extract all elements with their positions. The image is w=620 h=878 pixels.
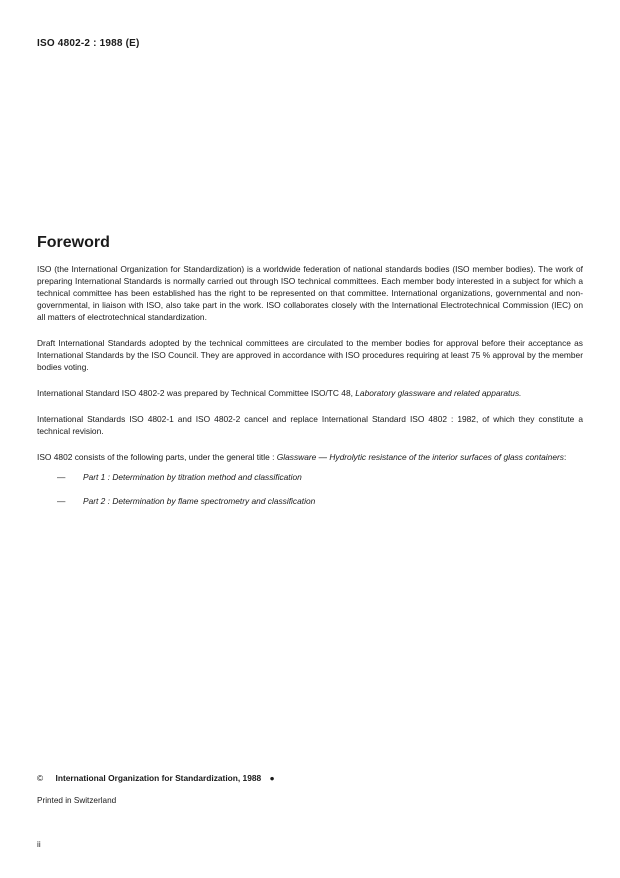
- part-title: Part 1 : Determination by titration method and classification: [83, 472, 302, 482]
- list-item: [57, 495, 583, 507]
- committee-title: Laboratory glassware and related apparatus.: [355, 388, 522, 398]
- bullet-icon: ●: [269, 773, 275, 783]
- section-title: Foreword: [37, 234, 110, 251]
- paragraph-prepared-by: [37, 387, 583, 399]
- prepared-by-text: International Standard ISO 4802-2 was prepared by Technical Committee ISO/TC 48,: [37, 388, 353, 398]
- list-item: [57, 471, 583, 483]
- printed-location: Printed in Switzerland: [37, 796, 117, 805]
- document-reference: ISO 4802-2 : 1988 (E): [37, 38, 140, 49]
- paragraph-iso-description: ISO (the International Organization for Standardization) is a worldwide federation of national standards bodies (ISO member bodies). The work of preparing International Standards is normally carried out through ISO technical committees. Each member body interested in a subject for which a technical committee has been established has the right to be represented on that committee. International organizations, governmental and non-governmental, in liaison with ISO, also take part in the work. ISO collaborates closely with the International Electrotechnical Commission (IEC) on all matters of electrotechnical standardization.: [37, 264, 583, 322]
- page-number: ii: [37, 840, 41, 849]
- paragraph-replacement: International Standards ISO 4802-1 and ISO 4802-2 cancel and replace International Standard ISO 4802 : 1982, of which they constitute a technical revision.: [37, 414, 583, 436]
- general-title: Glassware — Hydrolytic resistance of the interior surfaces of glass containers: [276, 452, 564, 462]
- copyright-text: International Organization for Standardization, 1988: [55, 773, 262, 783]
- copyright-notice: [37, 773, 275, 783]
- paragraph-parts-intro: [37, 451, 583, 463]
- parts-list: [37, 471, 583, 507]
- parts-intro-end: :: [563, 452, 567, 462]
- list-dash: —: [57, 496, 66, 506]
- part-title: Part 2 : Determination by flame spectrometry and classification: [83, 496, 316, 506]
- parts-intro-text: ISO 4802 consists of the following parts, under the general title :: [37, 452, 275, 462]
- list-dash: —: [57, 472, 66, 482]
- foreword-body: [37, 263, 583, 519]
- copyright-symbol: ©: [37, 773, 44, 783]
- paragraph-draft-standards: Draft International Standards adopted by the technical committees are circulated to the member bodies for approval before their acceptance as International Standards by the ISO Council. They are approved in accordance with ISO procedures requiring at least 75 % approval by the member bodies voting.: [37, 338, 583, 372]
